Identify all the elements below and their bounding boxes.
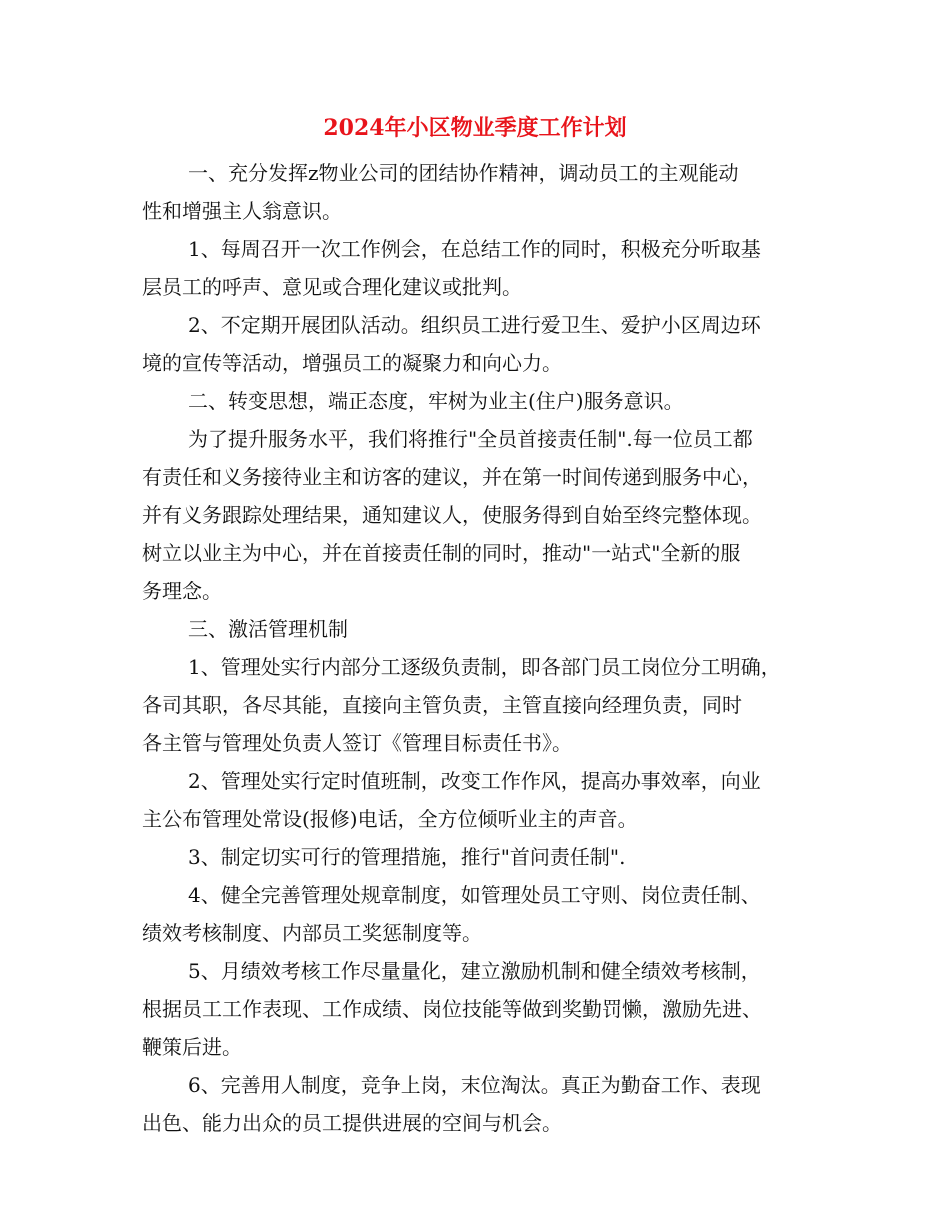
paragraph-line: 2、管理处实行定时值班制，改变工作作风，提高办事效率，向业: [188, 769, 761, 793]
paragraph-line: 一、充分发挥z物业公司的团结协作精神，调动员工的主观能动: [188, 161, 739, 185]
paragraph-line: 境的宣传等活动，增强员工的凝聚力和向心力。: [142, 351, 562, 375]
paragraph-line: 各司其职，各尽其能，直接向主管负责，主管直接向经理负责，同时: [142, 693, 742, 717]
section-heading: 三、激活管理机制: [188, 617, 348, 641]
paragraph-line: 主公布管理处常设(报修)电话，全方位倾听业主的声音。: [142, 807, 638, 831]
paragraph-line: 鞭策后进。: [142, 1035, 242, 1059]
paragraph-line: 有责任和义务接待业主和访客的建议，并在第一时间传递到服务中心，: [142, 465, 762, 489]
paragraph-line: 出色、能力出众的员工提供进展的空间与机会。: [142, 1111, 562, 1135]
paragraph-line: 性和增强主人翁意识。: [142, 199, 342, 223]
paragraph-line: 3、制定切实可行的管理措施，推行"首问责任制".: [188, 845, 626, 869]
paragraph-line: 2、不定期开展团队活动。组织员工进行爱卫生、爱护小区周边环: [188, 313, 761, 337]
document-title: 2024年小区物业季度工作计划: [323, 115, 627, 141]
paragraph-line: 6、完善用人制度，竞争上岗，末位淘汰。真正为勤奋工作、表现: [188, 1073, 761, 1097]
paragraph-line: 绩效考核制度、内部员工奖惩制度等。: [142, 921, 482, 945]
paragraph-line: 4、健全完善管理处规章制度，如管理处员工守则、岗位责任制、: [188, 883, 761, 907]
paragraph-line: 1、每周召开一次工作例会，在总结工作的同时，积极充分听取基: [188, 237, 761, 261]
paragraph-line: 1、管理处实行内部分工逐级负责制，即各部门员工岗位分工明确，: [188, 655, 781, 679]
paragraph-line: 为了提升服务水平，我们将推行"全员首接责任制".每一位员工都: [188, 427, 753, 451]
paragraph-line: 务理念。: [142, 579, 222, 603]
paragraph-line: 树立以业主为中心，并在首接责任制的同时，推动"一站式"全新的服: [142, 541, 741, 565]
paragraph-line: 并有义务跟踪处理结果，通知建议人，使服务得到自始至终完整体现。: [142, 503, 762, 527]
paragraph-line: 各主管与管理处负责人签订《管理目标责任书》。: [142, 731, 572, 755]
paragraph-line: 根据员工工作表现、工作成绩、岗位技能等做到奖勤罚懒，激励先进、: [142, 997, 762, 1021]
paragraph-line: 层员工的呼声、意见或合理化建议或批判。: [142, 275, 522, 299]
paragraph-line: 5、月绩效考核工作尽量量化，建立激励机制和健全绩效考核制，: [188, 959, 761, 983]
section-heading: 二、转变思想，端正态度，牢树为业主(住户)服务意识。: [188, 389, 684, 413]
